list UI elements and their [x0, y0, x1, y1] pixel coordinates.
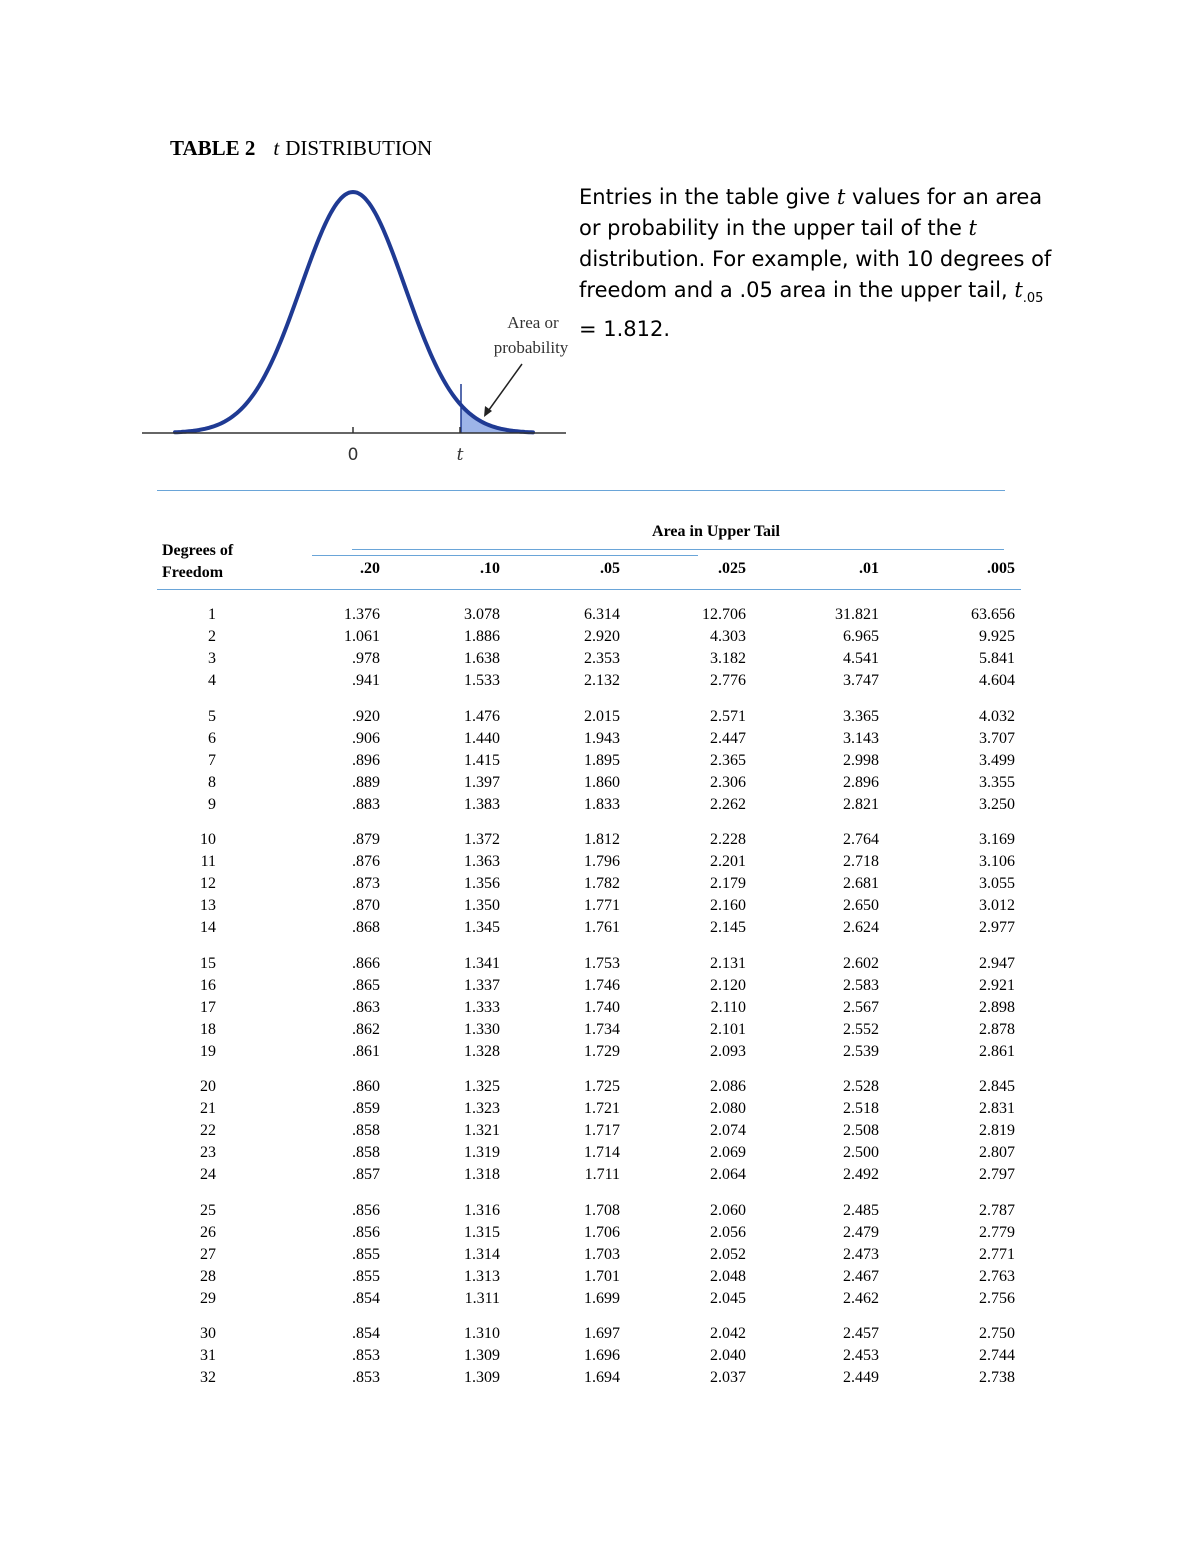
desc-symbol-2: t — [968, 216, 977, 240]
t-value-cell: 1.721 — [584, 1100, 620, 1117]
desc-text-3: distribution. For example, with 10 degrees of freedom and a .05 area in the upper tail, — [579, 247, 1052, 302]
table-row — [0, 1244, 1200, 1266]
table-row — [0, 953, 1200, 975]
t-value-cell: 2.771 — [979, 1245, 1015, 1263]
t-value-cell: 2.977 — [979, 919, 1015, 936]
t-value-cell: .859 — [352, 1100, 380, 1117]
column-header: .005 — [987, 560, 1015, 577]
table-row — [0, 794, 1200, 816]
t-value-cell: .861 — [352, 1042, 380, 1060]
table-row — [0, 975, 1200, 997]
t-value-cell: .868 — [352, 919, 380, 936]
t-value-cell: .879 — [352, 831, 380, 848]
desc-subscript: .05 — [1022, 291, 1044, 307]
t-value-cell: 2.056 — [710, 1223, 746, 1241]
t-value-cell: .889 — [352, 773, 380, 791]
t-value-cell: 63.656 — [971, 606, 1015, 623]
t-value-cell: 1.310 — [464, 1325, 500, 1342]
df-cell: 5 — [208, 707, 216, 725]
t-value-cell: 2.750 — [979, 1325, 1015, 1342]
t-value-cell: 2.110 — [710, 998, 746, 1016]
desc-symbol-1: t — [836, 185, 846, 209]
t-value-cell: 3.365 — [843, 707, 879, 725]
section-divider — [157, 490, 1005, 491]
t-value-cell: 3.499 — [979, 751, 1015, 769]
t-value-cell: .853 — [352, 1369, 380, 1386]
table-row — [0, 851, 1200, 873]
df-cell: 17 — [200, 998, 216, 1016]
t-value-cell: .856 — [352, 1201, 380, 1219]
df-cell: 31 — [200, 1347, 216, 1364]
area-label-line1: Area or — [507, 313, 559, 332]
t-value-cell: 2.776 — [710, 672, 746, 689]
df-cell: 12 — [200, 875, 216, 892]
desc-text-4: = 1.812. — [579, 317, 671, 342]
t-value-cell: 1.372 — [464, 831, 500, 848]
t-value-cell: 2.485 — [843, 1201, 879, 1219]
t-value-cell: 2.756 — [979, 1289, 1015, 1307]
t-value-cell: 2.718 — [843, 853, 879, 870]
table-row — [0, 1367, 1200, 1389]
t-value-cell: .855 — [352, 1245, 380, 1263]
t-value-cell: 2.045 — [710, 1289, 746, 1307]
t-value-cell: 2.528 — [843, 1078, 879, 1095]
area-upper-tail-header: Area in Upper Tail — [652, 523, 780, 540]
t-value-cell: 2.353 — [584, 650, 620, 667]
t-value-cell: 2.467 — [843, 1267, 879, 1285]
t-value-cell: 1.333 — [464, 998, 500, 1016]
table-row — [0, 1266, 1200, 1288]
t-value-cell: 4.541 — [843, 650, 879, 667]
t-value-cell: 2.473 — [843, 1245, 879, 1263]
table-row — [0, 917, 1200, 939]
t-value-cell: 2.681 — [843, 875, 879, 892]
t-value-cell: 2.228 — [710, 831, 746, 848]
t-value-cell: 1.323 — [464, 1100, 500, 1117]
t-value-cell: 3.106 — [979, 853, 1015, 870]
t-value-cell: 6.314 — [584, 606, 620, 623]
t-value-cell: 1.746 — [584, 976, 620, 994]
t-value-cell: 2.306 — [710, 773, 746, 791]
t-value-cell: 2.764 — [843, 831, 879, 848]
t-value-cell: .896 — [352, 751, 380, 769]
t-value-cell: 1.309 — [464, 1369, 500, 1386]
degrees-of-freedom-header — [162, 540, 233, 584]
df-cell: 8 — [208, 773, 216, 791]
df-cell: 29 — [200, 1289, 216, 1307]
t-value-cell: 2.921 — [979, 976, 1015, 994]
t-value-cell: 2.947 — [979, 954, 1015, 972]
table-row — [0, 1142, 1200, 1164]
t-value-cell: 3.012 — [979, 897, 1015, 914]
t-value-cell: 2.365 — [710, 751, 746, 769]
title-text: DISTRIBUTION — [285, 136, 433, 160]
t-value-cell: 1.694 — [584, 1369, 620, 1386]
t-value-cell: 2.583 — [843, 976, 879, 994]
t-value-cell: 9.925 — [979, 628, 1015, 645]
t-value-cell: .860 — [352, 1078, 380, 1095]
t-value-cell: 1.316 — [464, 1201, 500, 1219]
table-row — [0, 895, 1200, 917]
axis-label-zero: 0 — [347, 445, 359, 465]
t-value-cell: 2.779 — [979, 1223, 1015, 1241]
t-value-cell: .870 — [352, 897, 380, 914]
t-value-cell: 2.093 — [710, 1042, 746, 1060]
table-row — [0, 1041, 1200, 1063]
table-number: TABLE 2 — [170, 136, 256, 160]
t-value-cell: 2.074 — [710, 1122, 746, 1139]
t-value-cell: 1.309 — [464, 1347, 500, 1364]
t-value-cell: .906 — [352, 729, 380, 747]
header-rule-1 — [352, 549, 1004, 550]
t-value-cell: 3.078 — [464, 606, 500, 623]
t-value-cell: 2.132 — [584, 672, 620, 689]
t-value-cell: 2.845 — [979, 1078, 1015, 1095]
t-distribution-figure — [140, 180, 580, 470]
t-value-cell: 1.734 — [584, 1020, 620, 1038]
t-value-cell: 2.492 — [843, 1166, 879, 1183]
df-cell: 9 — [208, 795, 216, 813]
t-value-cell: 2.060 — [710, 1201, 746, 1219]
t-value-cell: 5.841 — [979, 650, 1015, 667]
t-value-cell: 1.376 — [344, 606, 380, 623]
t-value-cell: 2.650 — [843, 897, 879, 914]
t-value-cell: 2.787 — [979, 1201, 1015, 1219]
t-value-cell: 2.048 — [710, 1267, 746, 1285]
t-value-cell: 2.738 — [979, 1369, 1015, 1386]
t-value-cell: .855 — [352, 1267, 380, 1285]
t-value-cell: 2.462 — [843, 1289, 879, 1307]
table-row — [0, 648, 1200, 670]
t-value-cell: 1.315 — [464, 1223, 500, 1241]
t-value-cell: 2.500 — [843, 1144, 879, 1161]
t-value-cell: 1.796 — [584, 853, 620, 870]
t-value-cell: 3.707 — [979, 729, 1015, 747]
t-value-cell: 1.321 — [464, 1122, 500, 1139]
pointer-arrow-icon — [486, 364, 522, 414]
t-value-cell: 1.330 — [464, 1020, 500, 1038]
t-value-cell: 1.696 — [584, 1347, 620, 1364]
title-symbol: t — [273, 136, 280, 160]
t-value-cell: 2.624 — [843, 919, 879, 936]
t-value-cell: 2.878 — [979, 1020, 1015, 1038]
table-row — [0, 1164, 1200, 1186]
t-value-cell: .858 — [352, 1122, 380, 1139]
t-value-cell: 2.896 — [843, 773, 879, 791]
t-value-cell: 2.131 — [710, 954, 746, 972]
t-value-cell: 1.699 — [584, 1289, 620, 1307]
dof-header-line1: Degrees of — [162, 542, 234, 559]
t-value-cell: 2.015 — [584, 707, 620, 725]
t-value-cell: 1.706 — [584, 1223, 620, 1241]
table-row — [0, 1076, 1200, 1098]
column-header-rule — [157, 589, 1021, 590]
df-cell: 23 — [200, 1144, 216, 1161]
t-value-cell: 2.069 — [710, 1144, 746, 1161]
t-value-cell: 2.179 — [710, 875, 746, 892]
t-value-cell: 2.552 — [843, 1020, 879, 1038]
t-value-cell: 1.782 — [584, 875, 620, 892]
t-value-cell: 1.714 — [584, 1144, 620, 1161]
desc-symbol-3: t — [1014, 278, 1023, 302]
t-value-cell: .883 — [352, 795, 380, 813]
header-rule-2 — [312, 555, 698, 556]
table-row — [0, 997, 1200, 1019]
t-value-cell: 1.761 — [584, 919, 620, 936]
t-value-cell: 4.303 — [710, 628, 746, 645]
t-value-cell: 31.821 — [835, 606, 879, 623]
t-value-cell: 1.895 — [584, 751, 620, 769]
t-value-cell: .853 — [352, 1347, 380, 1364]
df-cell: 11 — [200, 853, 216, 870]
df-cell: 16 — [200, 976, 216, 994]
t-value-cell: 1.701 — [584, 1267, 620, 1285]
t-value-cell: 2.037 — [710, 1369, 746, 1386]
t-value-cell: 2.807 — [979, 1144, 1015, 1161]
column-header: .01 — [859, 560, 879, 577]
t-value-cell: 2.831 — [979, 1100, 1015, 1117]
t-value-cell: .863 — [352, 998, 380, 1016]
df-cell: 24 — [200, 1166, 216, 1183]
t-value-cell: 2.998 — [843, 751, 879, 769]
t-value-cell: 2.052 — [710, 1245, 746, 1263]
table-description — [579, 182, 1059, 345]
t-value-cell: .978 — [352, 650, 380, 667]
table-row — [0, 728, 1200, 750]
t-value-cell: 2.567 — [843, 998, 879, 1016]
table-row — [0, 1098, 1200, 1120]
t-value-cell: 2.447 — [710, 729, 746, 747]
df-cell: 30 — [200, 1325, 216, 1342]
table-row — [0, 670, 1200, 692]
t-value-cell: 2.920 — [584, 628, 620, 645]
t-value-cell: .865 — [352, 976, 380, 994]
table-row — [0, 829, 1200, 851]
t-value-cell: 1.319 — [464, 1144, 500, 1161]
df-cell: 10 — [200, 831, 216, 848]
t-value-cell: 2.453 — [843, 1347, 879, 1364]
t-value-cell: 1.061 — [344, 628, 380, 645]
t-value-cell: 1.383 — [464, 795, 500, 813]
distribution-curve — [175, 192, 533, 432]
t-value-cell: .876 — [352, 853, 380, 870]
t-value-cell: 2.120 — [710, 976, 746, 994]
table-row — [0, 604, 1200, 626]
t-value-cell: 1.711 — [584, 1166, 620, 1183]
t-value-cell: 2.508 — [843, 1122, 879, 1139]
table-row — [0, 1200, 1200, 1222]
df-cell: 14 — [200, 919, 216, 936]
table-row — [0, 873, 1200, 895]
df-cell: 21 — [200, 1100, 216, 1117]
t-value-cell: 1.708 — [584, 1201, 620, 1219]
table-row — [0, 1222, 1200, 1244]
df-cell: 2 — [208, 628, 216, 645]
t-value-cell: 1.638 — [464, 650, 500, 667]
t-value-cell: .856 — [352, 1223, 380, 1241]
t-value-cell: 1.325 — [464, 1078, 500, 1095]
area-label-line2: probability — [493, 338, 569, 357]
t-value-cell: 1.703 — [584, 1245, 620, 1263]
table-row — [0, 1345, 1200, 1367]
t-value-cell: 3.055 — [979, 875, 1015, 892]
df-cell: 13 — [200, 897, 216, 914]
t-value-cell: 1.415 — [464, 751, 500, 769]
t-value-cell: 1.860 — [584, 773, 620, 791]
t-value-cell: 1.697 — [584, 1325, 620, 1342]
t-value-cell: 1.533 — [464, 672, 500, 689]
t-value-cell: 3.143 — [843, 729, 879, 747]
t-value-cell: 2.602 — [843, 954, 879, 972]
t-value-cell: 2.797 — [979, 1166, 1015, 1183]
column-header: .20 — [360, 560, 380, 577]
t-value-cell: 2.821 — [843, 795, 879, 813]
t-value-cell: 1.356 — [464, 875, 500, 892]
df-cell: 28 — [200, 1267, 216, 1285]
t-value-cell: 2.518 — [843, 1100, 879, 1117]
t-value-cell: 1.318 — [464, 1166, 500, 1183]
t-value-cell: 1.313 — [464, 1267, 500, 1285]
t-value-cell: 1.341 — [464, 954, 500, 972]
t-value-cell: .941 — [352, 672, 380, 689]
column-header: .10 — [480, 560, 500, 577]
df-cell: 32 — [200, 1369, 216, 1386]
t-value-cell: 1.729 — [584, 1042, 620, 1060]
df-cell: 22 — [200, 1122, 216, 1139]
t-value-cell: 2.086 — [710, 1078, 746, 1095]
t-value-cell: 1.345 — [464, 919, 500, 936]
t-value-cell: 1.476 — [464, 707, 500, 725]
t-value-cell: 1.337 — [464, 976, 500, 994]
table-row — [0, 706, 1200, 728]
t-value-cell: 2.201 — [710, 853, 746, 870]
table-row — [0, 1019, 1200, 1041]
df-cell: 19 — [200, 1042, 216, 1060]
df-cell: 27 — [200, 1245, 216, 1263]
t-value-cell: 2.898 — [979, 998, 1015, 1016]
t-value-cell: 2.539 — [843, 1042, 879, 1060]
t-value-cell: .862 — [352, 1020, 380, 1038]
t-value-cell: 2.101 — [710, 1020, 746, 1038]
t-value-cell: 3.182 — [710, 650, 746, 667]
t-value-cell: 1.314 — [464, 1245, 500, 1263]
dof-header-line2: Freedom — [162, 564, 224, 581]
t-value-cell: 2.457 — [843, 1325, 879, 1342]
column-header: .05 — [600, 560, 620, 577]
t-curve-svg — [140, 180, 580, 470]
t-value-cell: 1.740 — [584, 998, 620, 1016]
df-cell: 6 — [208, 729, 216, 747]
column-header: .025 — [718, 560, 746, 577]
t-value-cell: 3.355 — [979, 773, 1015, 791]
t-value-cell: 1.771 — [584, 897, 620, 914]
t-value-cell: 12.706 — [702, 606, 746, 623]
table-row — [0, 1120, 1200, 1142]
table-row — [0, 1288, 1200, 1310]
df-cell: 18 — [200, 1020, 216, 1038]
t-value-cell: 2.160 — [710, 897, 746, 914]
t-value-cell: 3.250 — [979, 795, 1015, 813]
t-value-cell: 2.861 — [979, 1042, 1015, 1060]
t-value-cell: 2.744 — [979, 1347, 1015, 1364]
t-value-cell: 4.604 — [979, 672, 1015, 689]
df-cell: 26 — [200, 1223, 216, 1241]
table-row — [0, 772, 1200, 794]
t-value-cell: 2.763 — [979, 1267, 1015, 1285]
df-cell: 15 — [200, 954, 216, 972]
t-value-cell: 1.717 — [584, 1122, 620, 1139]
t-value-cell: 1.350 — [464, 897, 500, 914]
t-value-cell: 1.328 — [464, 1042, 500, 1060]
df-cell: 25 — [200, 1201, 216, 1219]
t-value-cell: 3.747 — [843, 672, 879, 689]
t-value-cell: 2.042 — [710, 1325, 746, 1342]
axis-label-t: t — [456, 445, 464, 465]
t-value-cell: 2.262 — [710, 795, 746, 813]
table-row — [0, 750, 1200, 772]
t-value-cell: 2.080 — [710, 1100, 746, 1117]
t-value-cell: 2.449 — [843, 1369, 879, 1386]
t-value-cell: 2.064 — [710, 1166, 746, 1183]
t-value-cell: 1.753 — [584, 954, 620, 972]
t-value-cell: 6.965 — [843, 628, 879, 645]
t-value-cell: 2.040 — [710, 1347, 746, 1364]
df-cell: 1 — [208, 606, 216, 623]
t-value-cell: .854 — [352, 1289, 380, 1307]
desc-text-1: Entries in the table give — [579, 185, 837, 209]
t-value-cell: 4.032 — [979, 707, 1015, 725]
df-cell: 3 — [208, 650, 216, 667]
t-value-cell: 2.571 — [710, 707, 746, 725]
desc-text-2: values for an area or probability in the upper tail of the — [579, 185, 1043, 240]
t-value-cell: 1.812 — [584, 831, 620, 848]
t-value-cell: 1.886 — [464, 628, 500, 645]
t-value-cell: 2.819 — [979, 1122, 1015, 1139]
page-title — [170, 136, 432, 161]
t-value-cell: 2.479 — [843, 1223, 879, 1241]
t-value-cell: 1.833 — [584, 795, 620, 813]
df-cell: 7 — [208, 751, 216, 769]
t-value-cell: 3.169 — [979, 831, 1015, 848]
df-cell: 4 — [208, 672, 216, 689]
t-value-cell: 1.397 — [464, 773, 500, 791]
t-value-cell: .866 — [352, 954, 380, 972]
t-value-cell: 1.363 — [464, 853, 500, 870]
t-value-cell: .854 — [352, 1325, 380, 1342]
t-value-cell: 1.943 — [584, 729, 620, 747]
df-cell: 20 — [200, 1078, 216, 1095]
table-row — [0, 1323, 1200, 1345]
t-value-cell: .857 — [352, 1166, 380, 1183]
t-value-cell: 1.725 — [584, 1078, 620, 1095]
t-value-cell: 2.145 — [710, 919, 746, 936]
t-value-cell: .873 — [352, 875, 380, 892]
t-value-cell: 1.440 — [464, 729, 500, 747]
t-value-cell: .920 — [352, 707, 380, 725]
t-value-cell: .858 — [352, 1144, 380, 1161]
t-value-cell: 1.311 — [464, 1289, 500, 1307]
table-row — [0, 626, 1200, 648]
